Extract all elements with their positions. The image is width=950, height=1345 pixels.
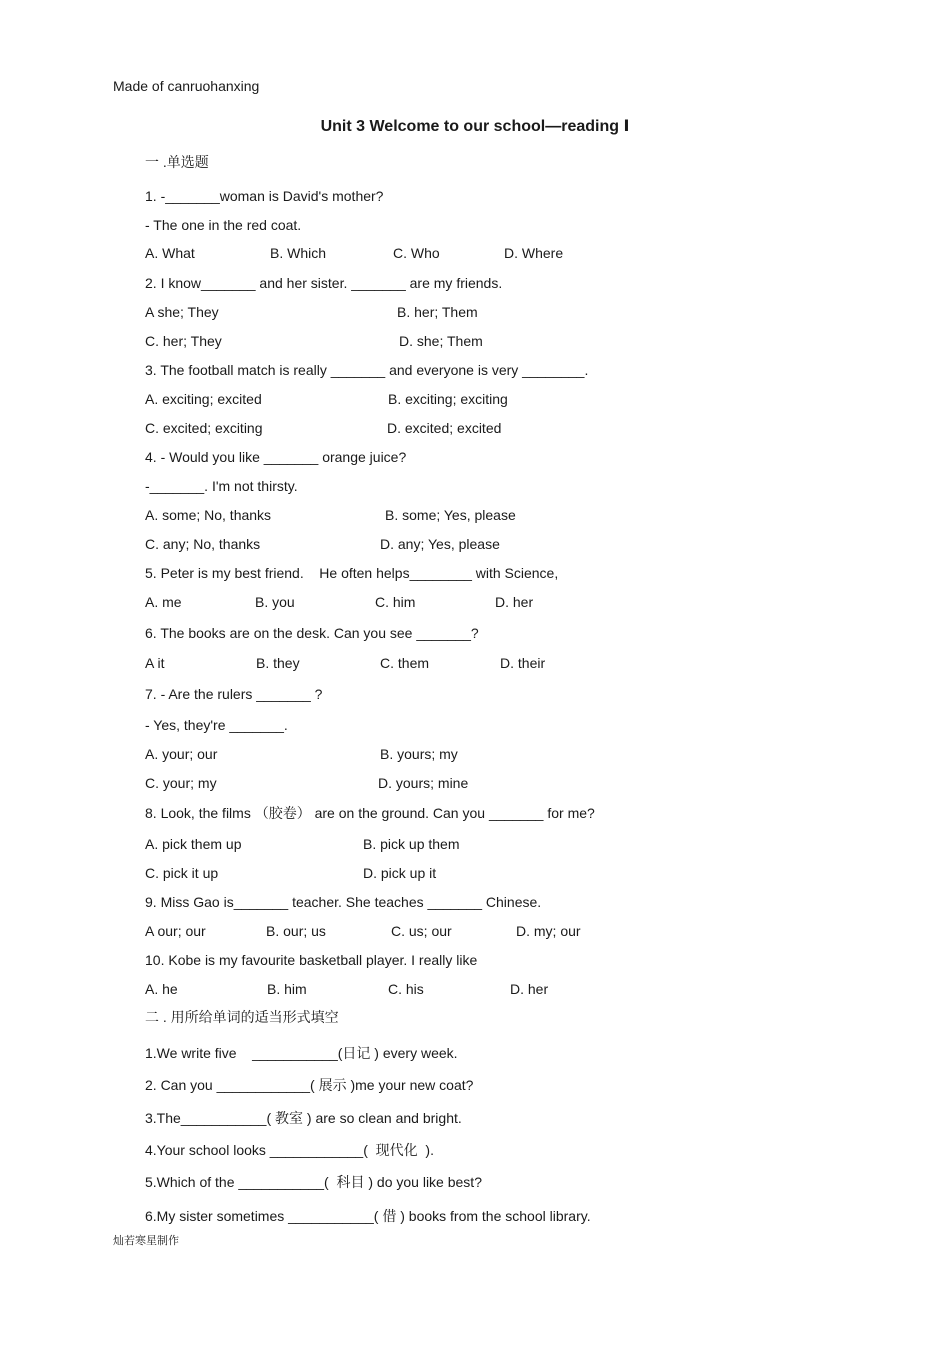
q1-stem-2: - The one in the red coat. [145,217,302,233]
q2-option-a: A she; They [145,304,219,320]
q1-stem: 1. -_______woman is David's mother? [145,188,384,204]
q7-option-a: A. your; our [145,746,218,762]
q10-stem: 10. Kobe is my favourite basketball player. I really like [145,952,478,968]
q8-option-d: D. pick up it [363,865,437,881]
q3-option-b: B. exciting; exciting [388,391,508,407]
q6-stem: 6. The books are on the desk. Can you see _______? [145,625,479,641]
q6-option-d: D. their [500,655,546,671]
q4-stem-2: -_______. I'm not thirsty. [145,478,298,494]
q7-option-b: B. yours; my [380,746,458,762]
q5-option-d: D. her [495,594,534,610]
q10-option-b: B. him [267,981,307,997]
q10-option-a: A. he [145,981,178,997]
q5-option-c: C. him [375,594,416,610]
q3-option-c: C. excited; exciting [145,420,263,436]
q10-option-d: D. her [510,981,549,997]
q3-option-d: D. excited; excited [387,420,502,436]
fill-item-1: 1.We write five ___________(日记 ) every week. [145,1045,458,1061]
q6-option-a: A it [145,655,165,671]
q7-stem-2: - Yes, they're _______. [145,717,288,733]
q7-stem: 7. - Are the rulers _______ ? [145,686,323,702]
q7-option-d: D. yours; mine [378,775,469,791]
q5-option-b: B. you [255,594,295,610]
q1-option-b: B. Which [270,245,327,261]
q5-stem: 5. Peter is my best friend. He often helps________ with Science, [145,565,559,581]
q2-stem: 2. I know_______ and her sister. _______ are my friends. [145,275,503,291]
fill-item-2: 2. Can you ____________( 展示 )me your new coat? [145,1077,474,1093]
fill-item-4: 4.Your school looks ____________( 现代化 ). [145,1142,434,1158]
q4-option-a: A. some; No, thanks [145,507,272,523]
q9-stem: 9. Miss Gao is_______ teacher. She teaches _______ Chinese. [145,894,542,910]
q8-option-b: B. pick up them [363,836,460,852]
q1-option-d: D. Where [504,245,564,261]
q9-option-a: A our; our [145,923,206,939]
q10-option-c: C. his [388,981,424,997]
q3-stem: 3. The football match is really _______ and everyone is very ________. [145,362,589,378]
q1-option-c: C. Who [393,245,440,261]
document-title: Unit 3 Welcome to our school—reading Ⅰ [320,118,630,135]
q2-option-c: C. her; They [145,333,222,349]
q9-option-d: D. my; our [516,923,581,939]
q7-option-c: C. your; my [145,775,217,791]
q8-option-c: C. pick it up [145,865,219,881]
q6-option-b: B. they [256,655,300,671]
fill-item-3: 3.The___________( 教室 ) are so clean and bright. [145,1110,462,1126]
section-1-title: 一 .单选题 [145,154,209,170]
q4-option-b: B. some; Yes, please [385,507,516,523]
q2-option-d: D. she; Them [399,333,483,349]
q4-option-d: D. any; Yes, please [380,536,500,552]
q6-option-c: C. them [380,655,430,671]
q4-stem: 4. - Would you like _______ orange juice? [145,449,407,465]
page-header: Made of canruohanxing [113,78,260,94]
q9-option-b: B. our; us [266,923,326,939]
q1-option-a: A. What [145,245,195,261]
q4-option-c: C. any; No, thanks [145,536,261,552]
q2-option-b: B. her; Them [397,304,478,320]
fill-item-5: 5.Which of the ___________( 科目 ) do you like best? [145,1174,482,1190]
q8-option-a: A. pick them up [145,836,242,852]
q8-stem: 8. Look, the films （胶卷） are on the ground. Can you _______ for me? [145,805,595,821]
q5-option-a: A. me [145,594,182,610]
q9-option-c: C. us; our [391,923,452,939]
page-footer: 灿若寒星制作 [113,1235,179,1247]
section-2-title: 二 . 用所给单词的适当形式填空 [145,1009,339,1025]
q3-option-a: A. exciting; excited [145,391,262,407]
fill-item-6: 6.My sister sometimes ___________( 借 ) books from the school library. [145,1208,591,1224]
